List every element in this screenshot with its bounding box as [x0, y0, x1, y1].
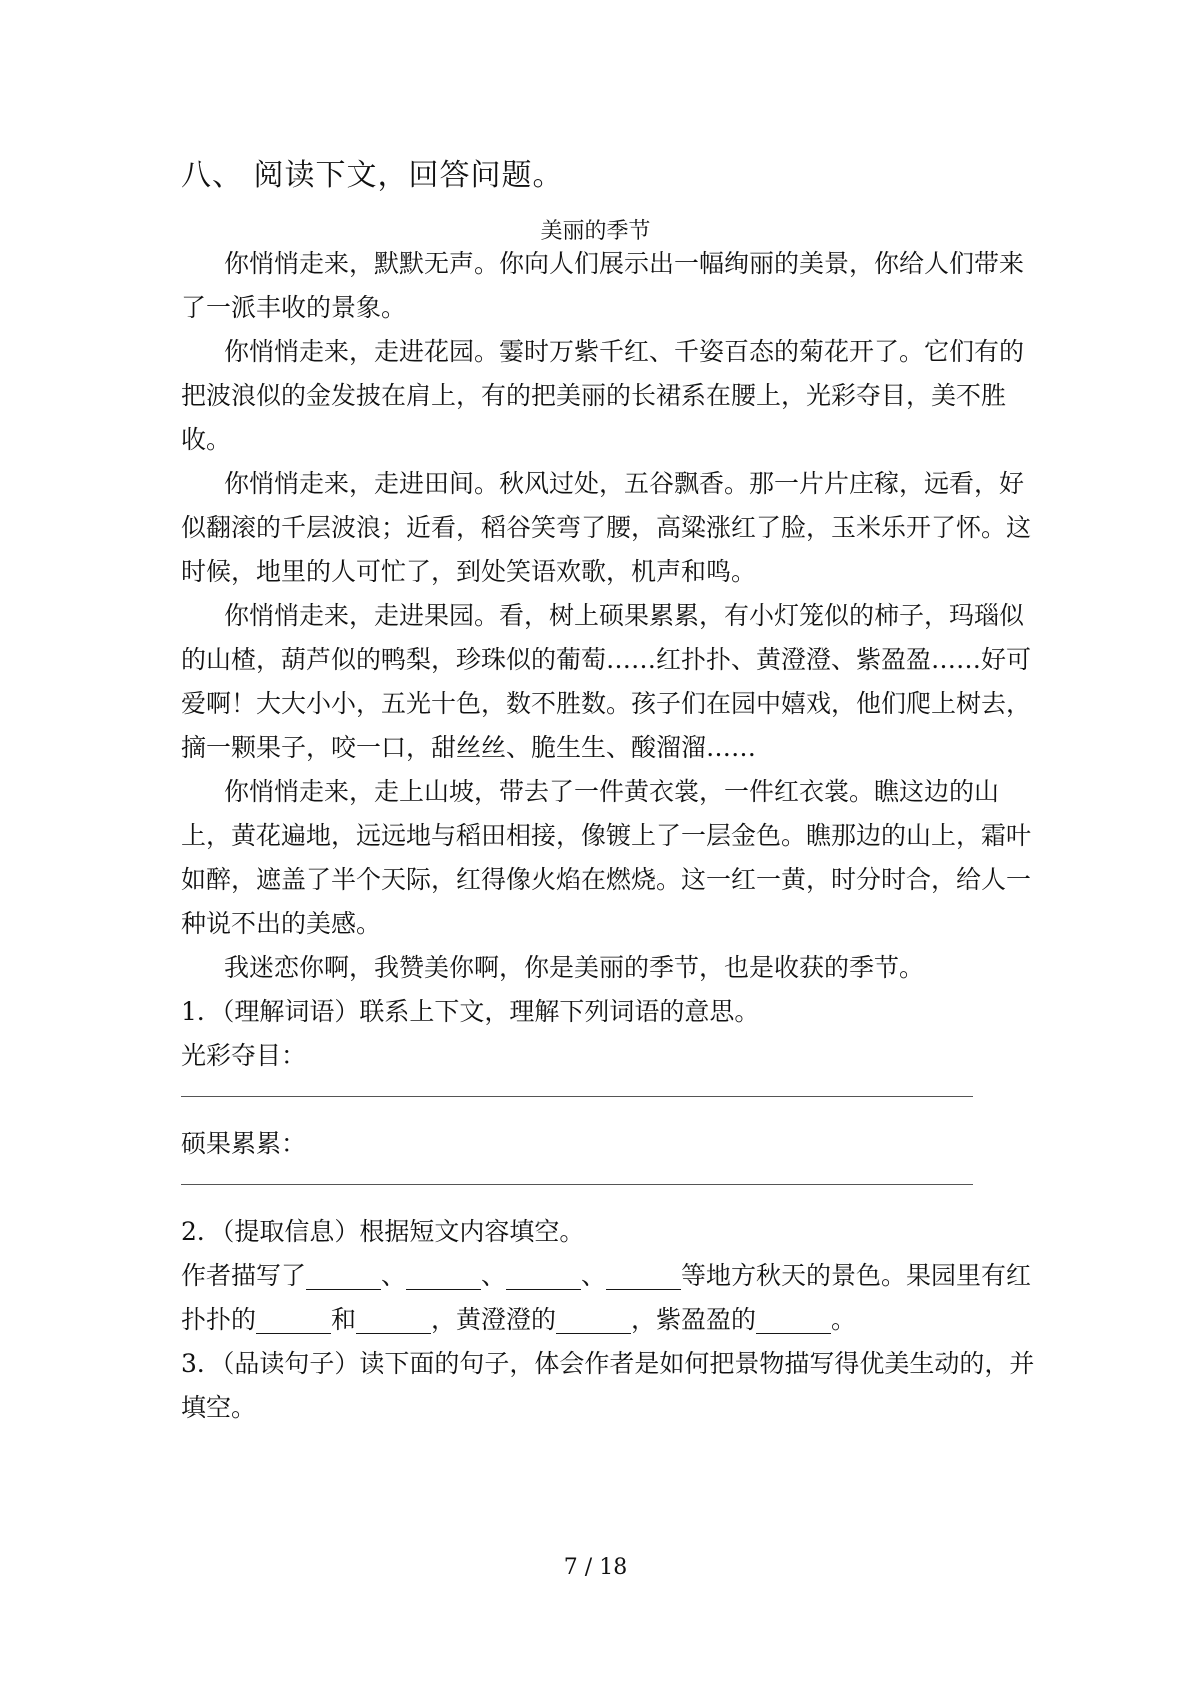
question-1-term-1: 光彩夺目：	[181, 1041, 307, 1070]
article-line: 似翻滚的千层波浪；近看，稻谷笑弯了腰，高粱涨红了脸，玉米乐开了怀。这	[181, 513, 1032, 542]
article-line: 收。	[181, 425, 232, 454]
article-line: 种说不出的美感。	[181, 909, 382, 938]
article-line: 你悄悄走来，走上山坡，带去了一件黄衣裳，一件红衣裳。瞧这边的山	[224, 777, 1000, 806]
question-1-prompt: 1．（理解词语）联系上下文，理解下列词语的意思。	[181, 997, 760, 1026]
article-line: 上，黄花遍地，远远地与稻田相接，像镀上了一层金色。瞧那边的山上，霜叶	[181, 821, 1032, 850]
article-line: 摘一颗果子，咬一口，甜丝丝、脆生生、酸溜溜……	[181, 733, 757, 762]
question-2-fill-line-1[interactable]: 作者描写了______、______、______、______等地方秋天的景色。果园里有红	[181, 1261, 1032, 1290]
article-line: 爱啊！大大小小，五光十色，数不胜数。孩子们在园中嬉戏，他们爬上树去，	[181, 689, 1032, 718]
article-line: 的山楂，葫芦似的鸭梨，珍珠似的葡萄……红扑扑、黄澄澄、紫盈盈……好可	[181, 645, 1032, 674]
article-line: 时候，地里的人可忙了，到处笑语欢歌，机声和鸣。	[181, 557, 757, 586]
question-1-term-2: 硕果累累：	[181, 1129, 307, 1158]
answer-line[interactable]	[181, 1096, 973, 1097]
answer-line[interactable]	[181, 1184, 973, 1185]
article-line: 把波浪似的金发披在肩上，有的把美丽的长裙系在腰上，光彩夺目，美不胜	[181, 381, 1007, 410]
article-line: 如醉，遮盖了半个天际，红得像火焰在燃烧。这一红一黄，时分时合，给人一	[181, 865, 1032, 894]
article-line: 你悄悄走来，走进花园。霎时万紫千红、千姿百态的菊花开了。它们有的	[224, 337, 1025, 366]
question-3-prompt-continued: 填空。	[181, 1393, 257, 1422]
page-number: 7 / 18	[563, 1555, 628, 1580]
section-title: 八、 阅读下文，回答问题。	[181, 158, 564, 193]
article-line: 你悄悄走来，走进田间。秋风过处，五谷飘香。那一片片庄稼，远看，好	[224, 469, 1025, 498]
article-line: 你悄悄走来，默默无声。你向人们展示出一幅绚丽的美景，你给人们带来	[224, 249, 1025, 278]
article-title: 美丽的季节	[540, 219, 651, 244]
article-line: 你悄悄走来，走进果园。看，树上硕果累累，有小灯笼似的柿子，玛瑙似	[224, 601, 1025, 630]
question-2-fill-line-2[interactable]: 扑扑的______和______，黄澄澄的______，紫盈盈的______。	[181, 1305, 857, 1334]
article-line: 了一派丰收的景象。	[181, 293, 407, 322]
article-line: 我迷恋你啊，我赞美你啊，你是美丽的季节，也是收获的季节。	[224, 953, 925, 982]
question-3-prompt: 3．（品读句子）读下面的句子，体会作者是如何把景物描写得优美生动的，并	[181, 1349, 1035, 1378]
question-2-prompt: 2．（提取信息）根据短文内容填空。	[181, 1217, 585, 1246]
